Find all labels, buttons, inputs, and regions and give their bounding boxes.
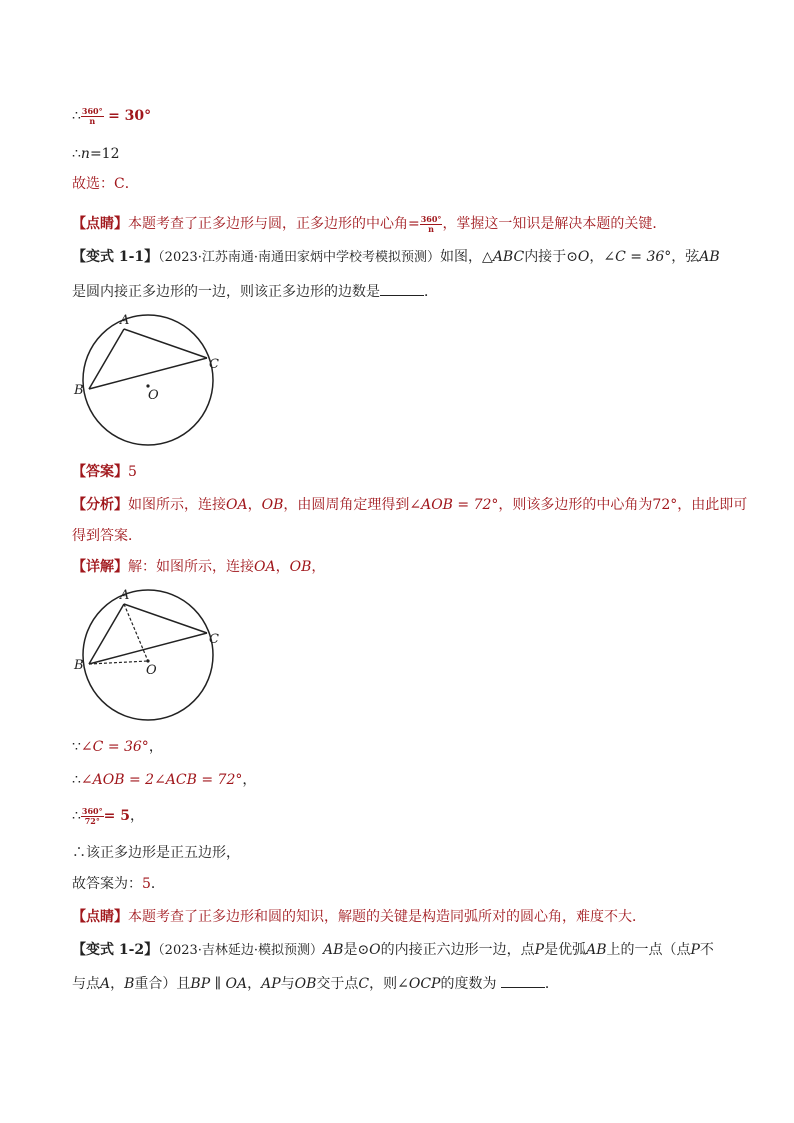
answer-tag: 【答案】 bbox=[72, 464, 128, 480]
central-angle: 72° bbox=[652, 497, 678, 513]
question-text: ，则 bbox=[369, 976, 398, 992]
comment-text: 本题考查了正多边形与圆，正多边形的中心角= bbox=[128, 216, 420, 232]
question-text: 是圆内接正多边形的一边，则该正多边形的边数是 bbox=[72, 284, 380, 300]
segment-bc bbox=[89, 633, 207, 664]
variant-tag: 【变式 1-2】 bbox=[72, 942, 159, 958]
point-b: B bbox=[124, 976, 135, 992]
question-text: 是优弧 bbox=[544, 942, 587, 958]
question-text: 如图， bbox=[440, 249, 483, 265]
angle-aob: ∠AOB = 2∠ACB = 72° bbox=[80, 772, 243, 788]
question-text: 内接于 bbox=[524, 249, 567, 265]
equation-value: =12 bbox=[89, 146, 120, 162]
analysis-block bbox=[72, 495, 747, 515]
detail-tag: 【详解】 bbox=[72, 559, 128, 575]
fraction-numerator: 360° bbox=[81, 105, 103, 116]
detail-end: ， bbox=[311, 559, 326, 575]
geometry-figure-2 bbox=[66, 585, 236, 730]
segment-ac bbox=[124, 329, 207, 358]
segment-bc bbox=[89, 358, 207, 389]
chord-name: AB bbox=[699, 249, 720, 265]
final-answer-value: 5 bbox=[142, 876, 151, 892]
segment-oa-dashed bbox=[124, 604, 148, 661]
analysis-text: ，由圆周角定理得到 bbox=[283, 497, 410, 513]
fraction bbox=[420, 215, 443, 234]
analysis-text: ，由此即可 bbox=[677, 497, 748, 513]
question-text: ，弦 bbox=[671, 249, 700, 265]
fraction-numerator: 360° bbox=[420, 213, 442, 224]
answer-blank bbox=[501, 973, 545, 988]
equation-result: = 30° bbox=[108, 108, 152, 124]
circle-center: O bbox=[577, 249, 590, 265]
label-a: A bbox=[120, 313, 130, 328]
fraction bbox=[81, 807, 104, 826]
solution-step-3 bbox=[72, 806, 144, 826]
step-end: ， bbox=[129, 808, 144, 824]
question-text: 的内接正六边形一边，点 bbox=[380, 942, 535, 958]
label-b: B bbox=[74, 658, 84, 673]
triangle-name: ABC bbox=[492, 249, 525, 265]
question-text: 交于点 bbox=[316, 976, 359, 992]
solution-step-n bbox=[72, 144, 120, 164]
parallel-condition: BP ∥ OA bbox=[190, 976, 248, 992]
point-p: P bbox=[534, 942, 545, 958]
segment-ap: AP bbox=[261, 976, 281, 992]
answer-choice: 故选：C． bbox=[72, 176, 139, 192]
question-end: ． bbox=[544, 976, 559, 992]
label-o: O bbox=[146, 663, 157, 678]
segment-ac bbox=[124, 604, 207, 633]
arc-ab: AB bbox=[586, 942, 607, 958]
fraction-denominator: n bbox=[89, 115, 96, 126]
question-source: （2023·吉林延边·模拟预测） bbox=[158, 943, 324, 958]
comment-text-end: ，掌握这一知识是解决本题的关键． bbox=[442, 216, 667, 232]
circle-symbol: ⊙ bbox=[566, 249, 578, 265]
label-c: C bbox=[209, 632, 219, 647]
solution-step-frac bbox=[72, 106, 151, 126]
analysis-text: 如图所示，连接 bbox=[128, 497, 226, 513]
analysis-tag: 【分析】 bbox=[72, 497, 128, 513]
segment-ab bbox=[89, 329, 124, 389]
step-end: ． bbox=[150, 876, 165, 892]
step-end: ， bbox=[148, 739, 163, 755]
comment-tag: 【点睛】 bbox=[72, 216, 128, 232]
label-b: B bbox=[74, 383, 84, 398]
circle-symbol: ⊙ bbox=[357, 942, 370, 958]
segment-oa: OA bbox=[254, 559, 276, 575]
solution-step-4: ∴该正多边形是正五边形， bbox=[72, 845, 240, 861]
comment-block-2 bbox=[72, 907, 646, 927]
answer-value: 5 bbox=[128, 464, 137, 480]
detail-text: 解：如图所示，连接 bbox=[128, 559, 254, 575]
question-text: 的度数为 bbox=[440, 976, 497, 992]
label-a: A bbox=[120, 588, 130, 603]
question-text: 重合）且 bbox=[134, 976, 191, 992]
segment-oa: OA bbox=[226, 497, 248, 513]
fraction bbox=[81, 107, 104, 126]
comment-tag: 【点睛】 bbox=[72, 909, 128, 925]
fraction-denominator: 72° bbox=[84, 815, 100, 826]
question-separator: ， bbox=[247, 976, 262, 992]
angle-c: ∠C = 36° bbox=[80, 739, 149, 755]
geometry-figure-1 bbox=[66, 310, 236, 455]
analysis-text: ，则该多边形的中心角为 bbox=[498, 497, 653, 513]
detail-separator: ， bbox=[275, 559, 290, 575]
circle-o bbox=[83, 590, 213, 720]
question-separator: ， bbox=[110, 976, 125, 992]
comment-text: 本题考查了正多边形和圆的知识，解题的关键是构造同弧所对的圆心角，难度不大． bbox=[128, 909, 646, 925]
final-answer-text: 故答案为： bbox=[72, 876, 142, 892]
question-text: 与 bbox=[280, 976, 295, 992]
variable-n: n bbox=[80, 146, 90, 162]
chord-ab: AB bbox=[323, 942, 344, 958]
segment-ob: OB bbox=[289, 559, 312, 575]
angle-value: ∠C = 36° bbox=[603, 249, 672, 265]
question-text: 上的一点（点 bbox=[606, 942, 691, 958]
question-text: 是 bbox=[343, 942, 358, 958]
circle-o bbox=[83, 315, 213, 445]
fraction-numerator: 360° bbox=[81, 805, 103, 816]
segment-ob: OB bbox=[261, 497, 284, 513]
variant-1-1-question bbox=[72, 247, 720, 268]
equation-result: = 5 bbox=[103, 808, 130, 824]
question-text: 与点 bbox=[72, 976, 100, 992]
question-text: 不 bbox=[699, 942, 714, 958]
label-c: C bbox=[209, 357, 219, 372]
variant-tag: 【变式 1-1】 bbox=[72, 249, 159, 265]
therefore-symbol: ∴ bbox=[72, 146, 81, 162]
analysis-separator: ， bbox=[247, 497, 262, 513]
circle-center: O bbox=[369, 942, 381, 958]
comment-block-1 bbox=[72, 214, 666, 234]
solution-step-5 bbox=[72, 874, 165, 894]
fraction-denominator: n bbox=[428, 223, 434, 234]
detail-block bbox=[72, 557, 325, 577]
step-end: ， bbox=[242, 772, 257, 788]
segment-ob: OB bbox=[294, 976, 317, 992]
variant-1-2-question bbox=[72, 940, 714, 961]
label-o: O bbox=[148, 388, 159, 403]
point-a: A bbox=[100, 976, 111, 992]
angle-aob: ∠AOB = 72° bbox=[409, 497, 499, 513]
answer-blank bbox=[380, 281, 424, 296]
question-text: ， bbox=[589, 249, 604, 265]
variant-1-2-question-line2 bbox=[72, 973, 559, 994]
solution-step-2 bbox=[72, 770, 256, 790]
solution-step-1 bbox=[72, 737, 163, 757]
therefore-symbol: ∴ bbox=[72, 808, 81, 824]
therefore-symbol: ∴ bbox=[72, 108, 81, 124]
angle-ocp: ∠OCP bbox=[397, 976, 441, 992]
analysis-line2: 得到答案． bbox=[72, 528, 142, 544]
because-symbol: ∵ bbox=[72, 739, 81, 755]
variant-1-1-question-line2 bbox=[72, 281, 438, 302]
question-source: （2023·江苏南通·南通田家炳中学校考模拟预测） bbox=[158, 250, 441, 265]
triangle-symbol: △ bbox=[482, 249, 493, 265]
point-p: P bbox=[690, 942, 700, 958]
question-end: ． bbox=[424, 284, 438, 300]
segment-ab bbox=[89, 604, 124, 664]
therefore-symbol: ∴ bbox=[72, 772, 81, 788]
answer-block bbox=[72, 462, 137, 482]
point-c: C bbox=[358, 976, 370, 992]
